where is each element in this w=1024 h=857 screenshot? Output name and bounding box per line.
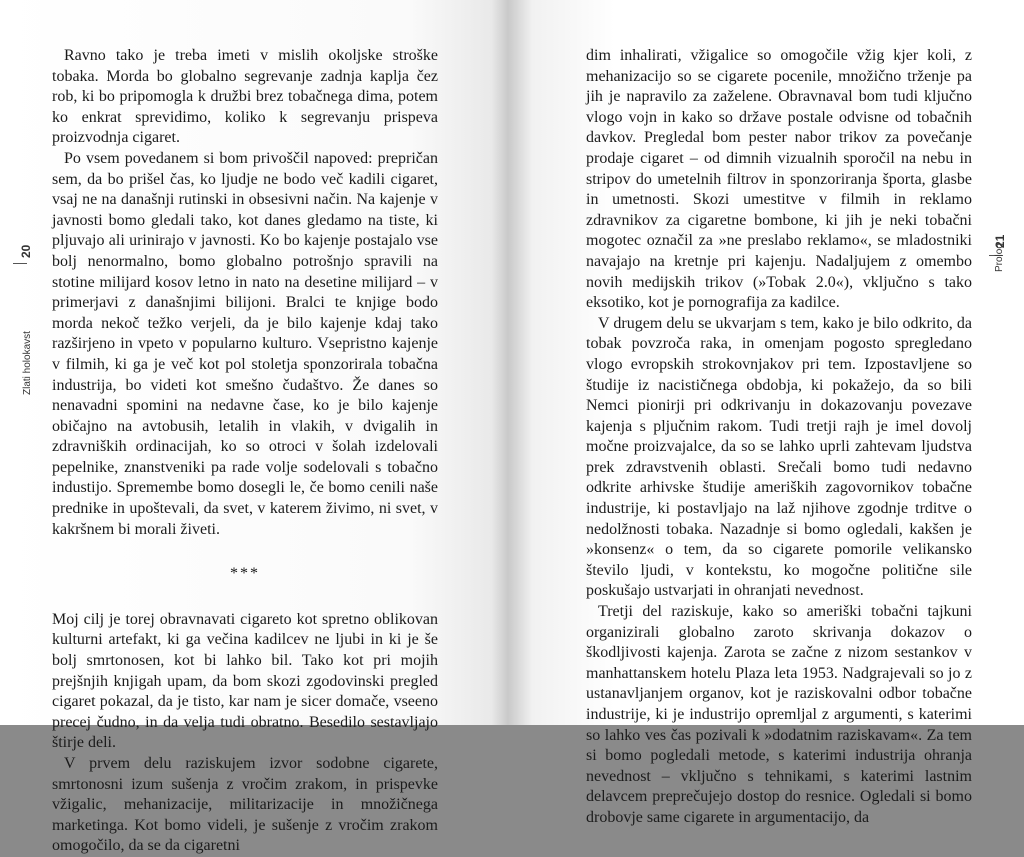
paragraph: Ravno tako je treba imeti v mislih okoljske stroške tobaka. Morda bo globalno segrevanje zadnja kaplja čez rob, ki bo pripomogla k družbi brez tobačnega dima, potem ko enkrat sprevidimo, koliko k segrevanju prispeva proizvodnja cigaret. (52, 47, 438, 147)
paragraph: dim inhalirati, vžigalice so omogočile vžig kjer koli, z mehanizacijo so se cigarete pocenile, množično trženje pa jih je napravilo za zaželene. Obravnaval bom tudi ključno vlogo vojn in kako so države postale odvisne od tobačnih davkov. Pregledal bom pester nabor trikov za povečanje prodaje cigaret – od dimnih vizualnih sporočil na nebu in stripov do umetelnih filtrov in sponzoriranja športa, glasbe in umetnosti. Skozi umestitve v filmih in reklamo zdravnikov za cigaretne bombone, ki jih je neki tobačni mogotec označil za »ne preslabo reklamo«, se mladostniki navajajo na kretnje pri kajenju. Nadaljujem z omembo novih medijskih trikov (»Tobak 2.0«), vključno s tako eksotiko, kot je pornografija za kadilce. (586, 47, 972, 312)
running-head: Prolog (994, 243, 1005, 272)
page-number: 21 (993, 234, 1007, 248)
paragraph: V prvem delu raziskujem izvor sodobne cigarete, smrtonosni izum sušenja z vročim zrakom, in prispevke vžigalic, mehanizacije, militarizacije in množičnega marketinga. Kot bomo videli, je sušenje z vročim zrakom omogočilo, da se da cigaretni (52, 755, 438, 855)
paragraph: Moj cilj je torej obravnavati cigareto kot spretno oblikovan kulturni artefakt, ki ga večina kadilcev ne ljubi in ki je še bolj smrtonosen, kot bi lahko bil. Tako kot pri mojih prejšnjih knjigah upam, da bom skozi zgodovinski pregled cigaret pokazal, da je tisto, kar nam je sicer domače, vseeno precej čudno, in da velja tudi obratno. Besedilo sestavljajo štirje deli. (52, 610, 438, 752)
paragraph: Tretji del raziskuje, kako so ameriški tobačni tajkuni organizirali globalno zaroto skrivanja dokazov o škodljivosti kajenja. Zarota se začne z nizom sestankov v manhattanskem hotelu Plaza leta 1953. Nadgrajevali so jo z ustanavljanjem organov, kot je raziskovalni odbor tobačne industrije, ki je industrijo opremljal z argumenti, s katerimi so lahko ves čas pozivali k »dodatnim raziskavam«. Za tem si bomo pogledali metode, s katerimi industrija ohranja nevednost – vključno s tehnikami, s katerimi lastnim delavcem preprečujejo dostop do resnice. Ogledali si bomo drobovje same cigarete in argumentacijo, da (586, 603, 972, 826)
page-number-rule (13, 263, 27, 264)
left-page (0, 0, 508, 855)
paragraph: V drugem delu se ukvarjam s tem, kako je bilo odkrito, da tobak povzroča raka, in omenjam pogosto spregledano vlogo evropskih strokovnjakov pri tem. Izpostavljene so študije iz nacističnega obdobja, ki pokažejo, da so bili Nemci pionirji pri odkrivanju in dokazovanju povezave kajenja s pljučnim rakom. Tudi tretji rajh je imel dovolj močne proizvajalce, da so se lahko uprli zahtevam ljudstva prek zdravstvenih oblasti. Srečali bomo tudi nedavno odkrite arhivske študije ameriških zagovornikov tobačne industrije, ki postavljajo na laž njihove zgodnje trditve o nedolžnosti tobaka. Nazadnje si bomo ogledali, kakšen je »konsenz« o tem, da so cigarete pomorile velikansko število ljudi, v kontekstu, ko mogočne politične sile poskušajo ustvarjati in ohranjati nevednost. (586, 314, 972, 600)
right-page (516, 0, 1024, 826)
page-number: 20 (19, 244, 33, 258)
running-head: Zlati holokavst (22, 331, 33, 395)
paragraph: Po vsem povedanem si bom privoščil napoved: prepričan sem, da bo prišel čas, ko ljudje ne bodo več kadili cigaret, vsaj ne na današnji rutinski in obsesivni način. Na kajenje v javnosti bomo gledali tako, kot danes gledamo na tiste, ki pljuvajo ali urinirajo v javnosti. Ko bo kajenje postajalo vse bolj nenormalno, bomo globalno potrošnjo spravili na stotine milijard kosov letno in nato na desetine milijard – v primerjavi z današnjimi bilijoni. Bralci te knjige bodo morda nekoč težko verjeli, da je bilo kajenje kdaj tako razširjeno in vpeto v popularno kulturo. Vsepristno kajenje v filmih, ki ga je več kot pol stoletja sponzorirala tobačna industrija, bo videti kot smešno čudaštvo. Že danes so nenavadni spomini na nedavne čase, ko je bilo kajenje običajno na avtobusih, letalih in vlakih, v dvigalih in zdravniških ordinacijah, ko so otroci v šolah izdelovali pepelnike, znanstveniki pa rade volje sodelovali s tobačno industijo. Spremembe bomo dosegli le, če bomo cenili naše prednike in upoštevali, da svet, v katerem živimo, ni svet, v kakršnem bi morali živeti. (52, 149, 438, 538)
section-separator: *** (230, 565, 260, 583)
body-text (586, 46, 972, 829)
body-text (52, 46, 438, 857)
